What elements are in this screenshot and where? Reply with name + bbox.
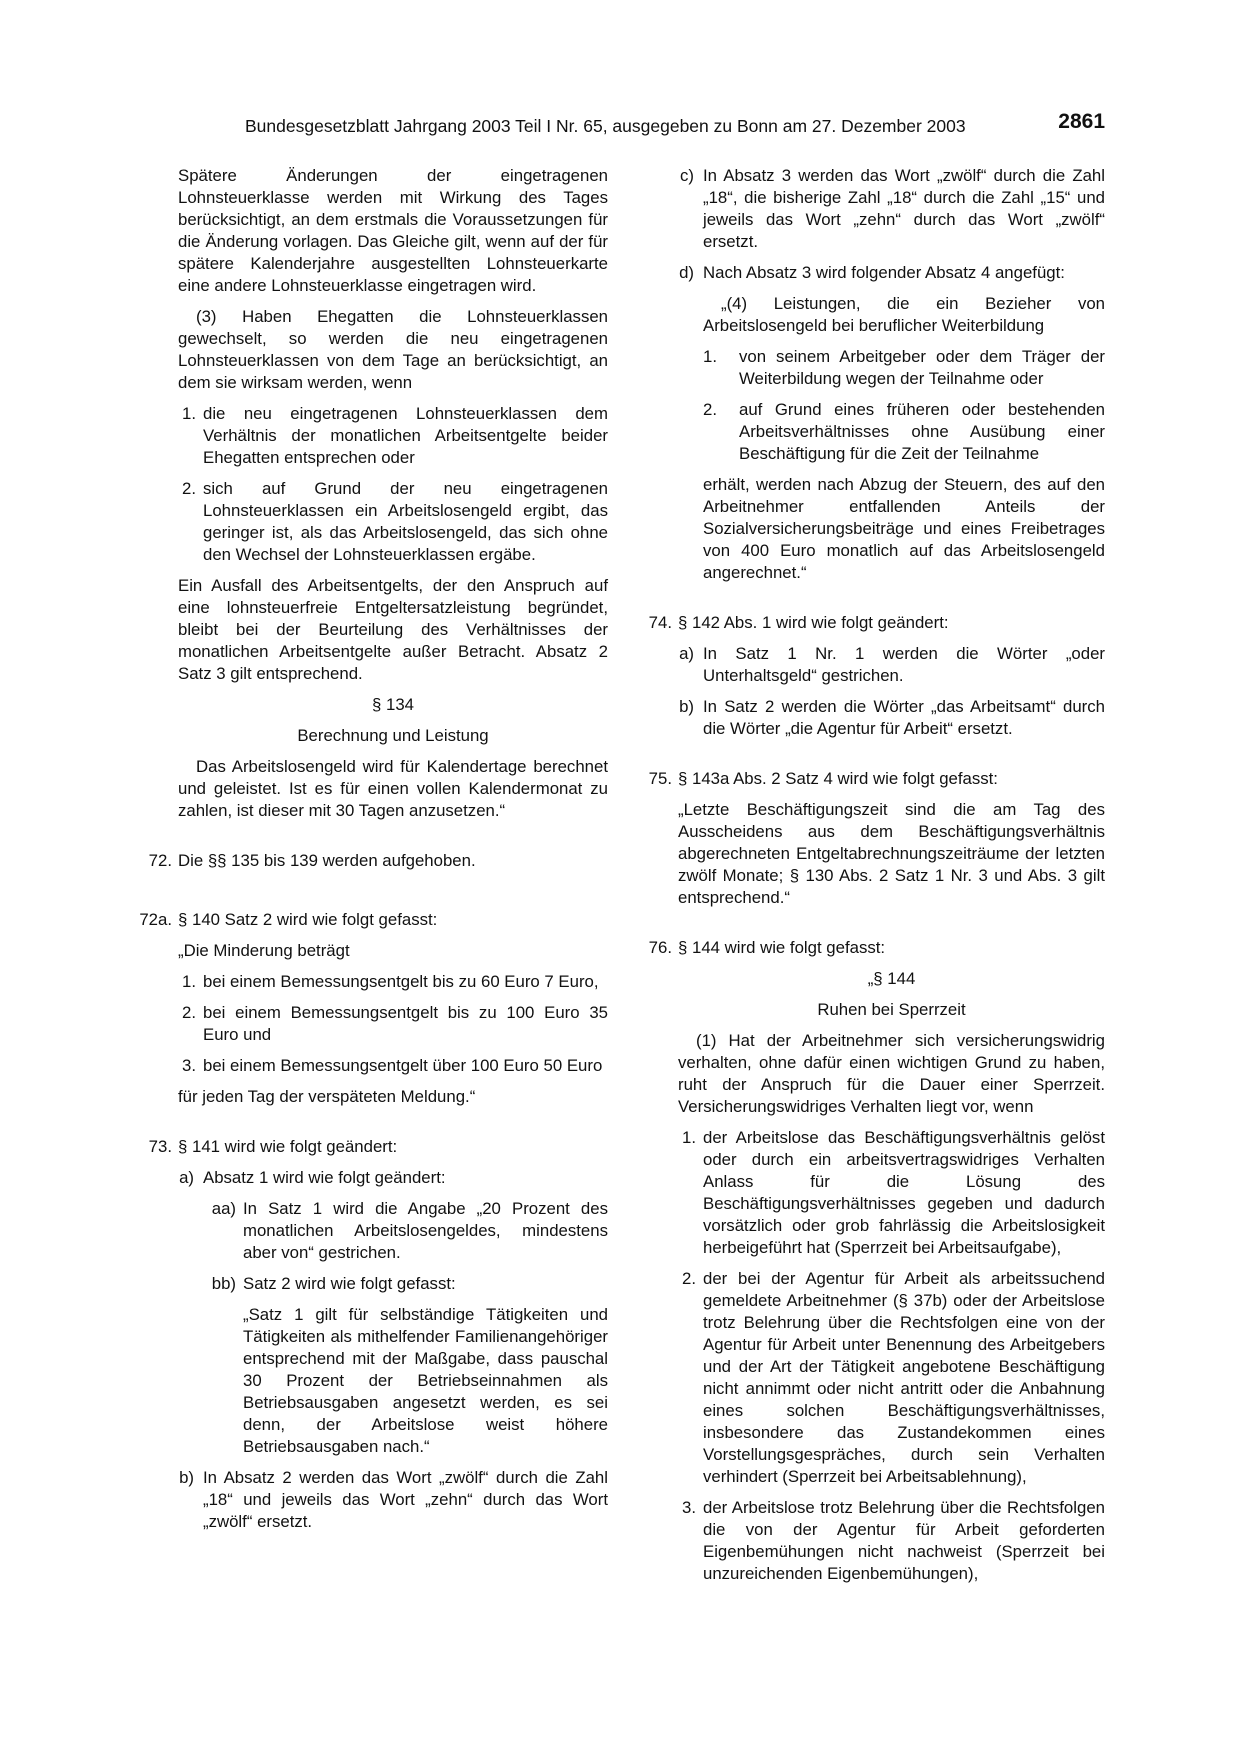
sub-item-aa — [178, 1198, 608, 1264]
page-header — [245, 111, 1105, 141]
list-item — [678, 1497, 1105, 1585]
list-number: 2. — [182, 479, 196, 498]
sub-item-a — [678, 643, 1105, 687]
list-number: 2. — [703, 400, 717, 419]
paragraph-3: (3) Haben Ehegatten die Lohnsteuerklassen gewechselt, so werden die neu eingetragenen Lohnsteuerklassen von dem Tage an berücksichtigt, an dem sie wirksam werden, wenn — [178, 307, 608, 392]
list-item — [178, 403, 608, 469]
amendment-text: § 142 Abs. 1 wird wie folgt geändert: — [678, 613, 949, 632]
sub-item-a — [178, 1167, 608, 1189]
amendment-text: § 141 wird wie folgt geändert: — [178, 1137, 398, 1156]
list-item-text: der bei der Agentur für Arbeit als arbeitssuchend gemeldete Arbeitnehmer (§ 37b) oder der Arbeitslose trotz Belehrung über die Rechtsfolgen eine von der Agentur für Arbeit unter Benennung des Arbeitgebers und der Art der Tätigkeit angebotene Beschäftigung nicht annimmt oder nicht antritt oder die Anbahnung eines solchen Beschäftigungsverhältnisses, insbesondere das Zustandekommen eines Vorstellungsgespräches, durch sein Verhalten verhindert (Sperrzeit bei Arbeitsablehnung), — [703, 1269, 1105, 1486]
list-number: 3. — [682, 1498, 696, 1517]
amendment-72 — [148, 850, 608, 872]
right-column — [648, 165, 1105, 1585]
amendment-quote: „Letzte Beschäftigungszeit sind die am Tag des Ausscheidens aus dem Beschäftigungsverhältnis abgerechneten Entgeltabrechnungszeiträume der letzten zwölf Monate; § 130 Abs. 2 Satz 1 Nr. 3 und Abs. 3 gilt entsprechend.“ — [678, 800, 1105, 907]
list-item-text: von seinem Arbeitgeber oder dem Träger der Weiterbildung wegen der Teilnahme oder — [739, 347, 1105, 388]
amendment-number: 76. — [648, 938, 672, 957]
list-number: 1. — [682, 1128, 696, 1147]
section-144-paragraph-1: (1) Hat der Arbeitnehmer sich versicherungswidrig verhalten, ohne dafür einen wichtigen Grund zu haben, ruht der Anspruch für die Dauer einer Sperrzeit. Versicherungswidriges Verhalten liegt vor, wenn — [678, 1031, 1105, 1116]
sub-item-b — [678, 696, 1105, 740]
sub-item-text: In Satz 1 Nr. 1 werden die Wörter „oder Unterhaltsgeld“ gestrichen. — [703, 644, 1105, 685]
amendment-text: Die §§ 135 bis 139 werden aufgehoben. — [178, 851, 476, 870]
sub-item-text: Nach Absatz 3 wird folgender Absatz 4 angefügt: — [703, 263, 1065, 282]
sub-item-text: In Satz 1 wird die Angabe „20 Prozent des monatlichen Arbeitslosengeldes, mindestens aber von“ gestrichen. — [243, 1199, 608, 1262]
list-item — [678, 1268, 1105, 1488]
intro-paragraph: Spätere Änderungen der eingetragenen Lohnsteuerklasse werden mit Wirkung des Tages berücksichtigt, an dem erstmals die Voraussetzungen für die Änderung vorlagen. Das Gleiche gilt, wenn auf der für spätere Kalenderjahre ausgestellten Lohnsteuerkarte eine andere Lohnsteuerklasse eingetragen wird. — [178, 166, 608, 295]
amendment-76 — [648, 937, 1105, 1585]
list-item-text: bei einem Bemessungsentgelt über 100 Euro 50 Euro — [203, 1056, 603, 1075]
sub-item-closing: erhält, werden nach Abzug der Steuern, des auf den Arbeitnehmer entfallenden Anteils der Sozialversicherungsbeiträge und eines Freibetrages von 400 Euro monatlich auf das Arbeitslosengeld angerechnet.“ — [703, 475, 1105, 582]
sub-item-label: bb) — [211, 1274, 236, 1293]
amendment-text: § 140 Satz 2 wird wie folgt gefasst: — [178, 910, 438, 929]
amendment-quote: „Die Minderung beträgt — [178, 941, 350, 960]
list-number: 1. — [182, 972, 196, 991]
amendment-73 — [148, 1136, 608, 1533]
sub-item-text: Satz 2 wird wie folgt gefasst: — [243, 1274, 456, 1293]
sub-item-quote: „(4) Leistungen, die ein Bezieher von Arbeitslosengeld bei beruflicher Weiterbildung — [703, 294, 1105, 335]
section-144-number: „§ 144 — [867, 969, 916, 988]
sub-item-quote: „Satz 1 gilt für selbständige Tätigkeiten und Tätigkeiten als mithelfender Familienangehöriger entsprechend mit der Maßgabe, dass pauschal 30 Prozent der Betriebseinnahmen als Betriebsausgaben angesetzt werden, es sei denn, der Arbeitslose weist höhere Betriebsausgaben nach.“ — [243, 1305, 608, 1456]
list-item — [178, 478, 608, 566]
amendment-74 — [648, 612, 1105, 740]
list-item-text: die neu eingetragenen Lohnsteuerklassen dem Verhältnis der monatlichen Arbeitsentgelte beider Ehegatten entsprechen oder — [203, 404, 608, 467]
list-item-text: bei einem Bemessungsentgelt bis zu 60 Euro 7 Euro, — [203, 972, 599, 991]
section-134-title: Berechnung und Leistung — [297, 726, 489, 745]
sub-item-label: a) — [679, 644, 694, 663]
section-134-text: Das Arbeitslosengeld wird für Kalendertage berechnet und geleistet. Ist es für einen vollen Kalendermonat zu zahlen, ist dieser mit 30 Tagen anzusetzen.“ — [178, 757, 608, 820]
list-item — [178, 971, 608, 993]
list-item-text: auf Grund eines früheren oder bestehenden Arbeitsverhältnisses ohne Ausübung einer Beschäftigung für die Zeit der Teilnahme — [739, 400, 1105, 463]
list-item — [703, 346, 1105, 390]
sub-item-text: Absatz 1 wird wie folgt geändert: — [203, 1168, 446, 1187]
sub-item-text: In Absatz 3 werden das Wort „zwölf“ durch die Zahl „18“, die bisherige Zahl „18“ durch die Zahl „15“ und jeweils das Wort „zehn“ durch das Wort „zwölf“ ersetzt. — [703, 166, 1105, 251]
list-item-text: der Arbeitslose trotz Belehrung über die Rechtsfolgen die von der Agentur für Arbeit geforderten Eigenbemühungen nicht nachweist (Sperrzeit bei unzureichenden Eigenbemühungen), — [703, 1498, 1105, 1583]
sub-item-b — [178, 1467, 608, 1533]
sub-item-text: In Satz 2 werden die Wörter „das Arbeitsamt“ durch die Wörter „die Agentur für Arbeit“ ersetzt. — [703, 697, 1105, 738]
amendment-text: § 144 wird wie folgt gefasst: — [678, 938, 886, 957]
list-number: 2. — [682, 1269, 696, 1288]
amendment-number: 72a. — [139, 910, 172, 929]
header-text: Bundesgesetzblatt Jahrgang 2003 Teil I Nr. 65, ausgegeben zu Bonn am 27. Dezember 2003 — [245, 116, 966, 136]
sub-item-text: In Absatz 2 werden das Wort „zwölf“ durch die Zahl „18“ und jeweils das Wort „zehn“ durch das Wort „zwölf“ ersetzt. — [203, 1468, 608, 1531]
list-item-text: sich auf Grund der neu eingetragenen Lohnsteuerklassen ein Arbeitslosengeld ergibt, das geringer ist, als das Arbeitslosengeld, das sich ohne den Wechsel der Lohnsteuerklassen ergäbe. — [203, 479, 608, 564]
left-column — [139, 165, 608, 1533]
list-item — [678, 1127, 1105, 1259]
amendment-closing: für jeden Tag der verspäteten Meldung.“ — [178, 1087, 476, 1106]
list-number: 2. — [182, 1003, 196, 1022]
sub-item-label: b) — [179, 1468, 194, 1487]
list-item — [703, 399, 1105, 465]
amendment-75 — [648, 768, 1105, 909]
amendment-number: 73. — [148, 1137, 172, 1156]
amendment-number: 72. — [148, 851, 172, 870]
sub-item-label: d) — [679, 263, 694, 282]
section-134-number: § 134 — [372, 695, 414, 714]
list-number: 1. — [182, 404, 196, 423]
sub-item-label: c) — [680, 166, 694, 185]
sub-item-label: a) — [179, 1168, 194, 1187]
list-item-text: der Arbeitslose das Beschäftigungsverhältnis gelöst oder durch ein arbeitsvertragswidriges Verhalten Anlass für die Lösung des Beschäftigungsverhältnisses gegeben und dadurch vorsätzlich oder grob fahrlässig die Arbeitslosigkeit herbeigeführt hat (Sperrzeit bei Arbeitsaufgabe), — [703, 1128, 1105, 1257]
sub-item-c — [678, 165, 1105, 253]
sub-item-label: aa) — [211, 1199, 236, 1218]
amendment-text: § 143a Abs. 2 Satz 4 wird wie folgt gefasst: — [678, 769, 998, 788]
page-number: 2861 — [1058, 110, 1105, 133]
amendment-72a — [139, 909, 608, 1108]
sub-item-bb — [178, 1273, 608, 1458]
list-item — [178, 1002, 608, 1046]
amendment-number: 75. — [648, 769, 672, 788]
sub-item-label: b) — [679, 697, 694, 716]
section-144-title: Ruhen bei Sperrzeit — [817, 1000, 966, 1019]
amendment-number: 74. — [648, 613, 672, 632]
list-number: 3. — [182, 1056, 196, 1075]
list-number: 1. — [703, 347, 717, 366]
list-item — [178, 1055, 608, 1077]
sub-item-d — [678, 262, 1105, 584]
list-item-text: bei einem Bemessungsentgelt bis zu 100 Euro 35 Euro und — [203, 1003, 608, 1044]
ausfall-paragraph: Ein Ausfall des Arbeitsentgelts, der den Anspruch auf eine lohnsteuerfreie Entgeltersatzleistung begründet, bleibt bei der Beurteilung des Verhältnisses der monatlichen Arbeitsentgelte außer Betracht. Absatz 2 Satz 3 gilt entsprechend. — [178, 576, 608, 683]
